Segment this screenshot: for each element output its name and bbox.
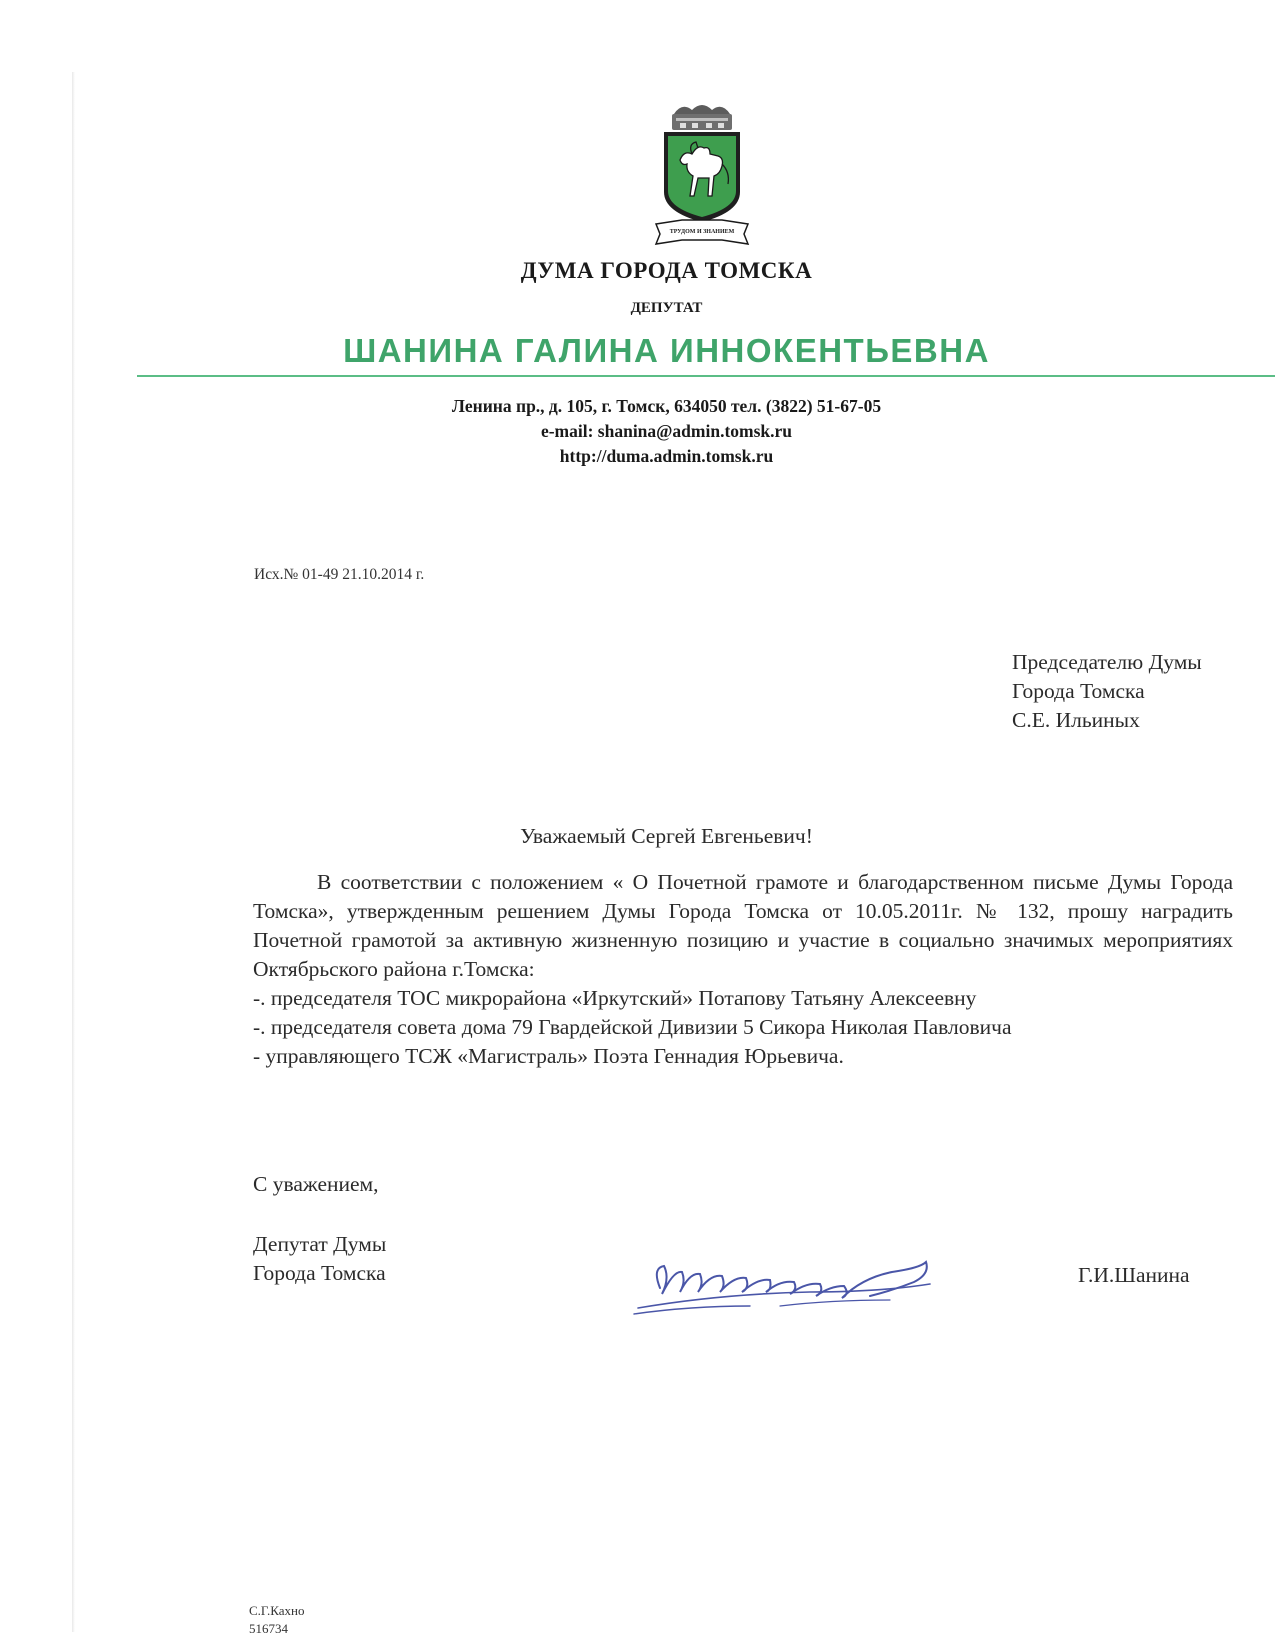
deputy-name-heading: ШАНИНА ГАЛИНА ИННОКЕНТЬЕВНА bbox=[343, 332, 990, 369]
signer-name: Г.И.Шанина bbox=[1078, 1263, 1190, 1287]
role-label: ДЕПУТАТ bbox=[630, 300, 703, 316]
tomsk-coat-of-arms-icon bbox=[652, 100, 752, 250]
addressee-line: Председателю Думы bbox=[1012, 650, 1202, 674]
handwritten-signature bbox=[630, 1248, 990, 1328]
closing-phrase: С уважением, bbox=[253, 1172, 379, 1196]
salutation: Уважаемый Сергей Евгеньевич! bbox=[520, 824, 813, 848]
addressee-line: С.Е. Ильиных bbox=[1012, 708, 1140, 732]
nominee-item: -. председателя ТОС микрорайона «Иркутский» Потапову Татьяну Алексеевну bbox=[253, 986, 977, 1010]
organization-title: ДУМА ГОРОДА ТОМСКА bbox=[520, 258, 813, 283]
address-line: Ленина пр., д. 105, г. Томск, 634050 тел. (3822) 51-67-05 bbox=[451, 396, 882, 416]
executor-name: С.Г.Кахно bbox=[249, 1603, 305, 1618]
signer-role-line: Депутат Думы bbox=[253, 1232, 387, 1256]
addressee-block bbox=[1012, 648, 1202, 735]
executor-block bbox=[249, 1602, 304, 1638]
signer-role-block bbox=[253, 1230, 386, 1288]
header-divider bbox=[137, 375, 1275, 377]
letter-body bbox=[253, 868, 1233, 1071]
signer-role-line: Города Томска bbox=[253, 1261, 386, 1285]
crest-motto-text: ТРУДОМ И ЗНАНИЕМ bbox=[669, 229, 735, 235]
crown-icon bbox=[672, 105, 732, 130]
website-line: http://duma.admin.tomsk.ru bbox=[559, 446, 774, 466]
outgoing-reference: Исх.№ 01-49 21.10.2014 г. bbox=[254, 566, 425, 583]
contact-block bbox=[0, 394, 1275, 469]
email-line: e-mail: shanina@admin.tomsk.ru bbox=[540, 421, 793, 441]
body-paragraph: В соответствии с положением « О Почетной грамоте и благодарственном письме Думы Города Томска», утвержденным решением Думы Города Томска от 10.05.2011г. № 132, прошу наградить Почетной грамотой за активную жизненную позицию и участие в социально значимых мероприятиях Октябрьского района г.Томска: bbox=[253, 870, 1233, 981]
addressee-line: Города Томска bbox=[1012, 679, 1145, 703]
nominee-item: - управляющего ТСЖ «Магистраль» Поэта Геннадия Юрьевича. bbox=[253, 1044, 844, 1068]
nominee-item: -. председателя совета дома 79 Гвардейской Дивизии 5 Сикора Николая Павловича bbox=[253, 1015, 1012, 1039]
executor-phone: 516734 bbox=[249, 1621, 288, 1636]
